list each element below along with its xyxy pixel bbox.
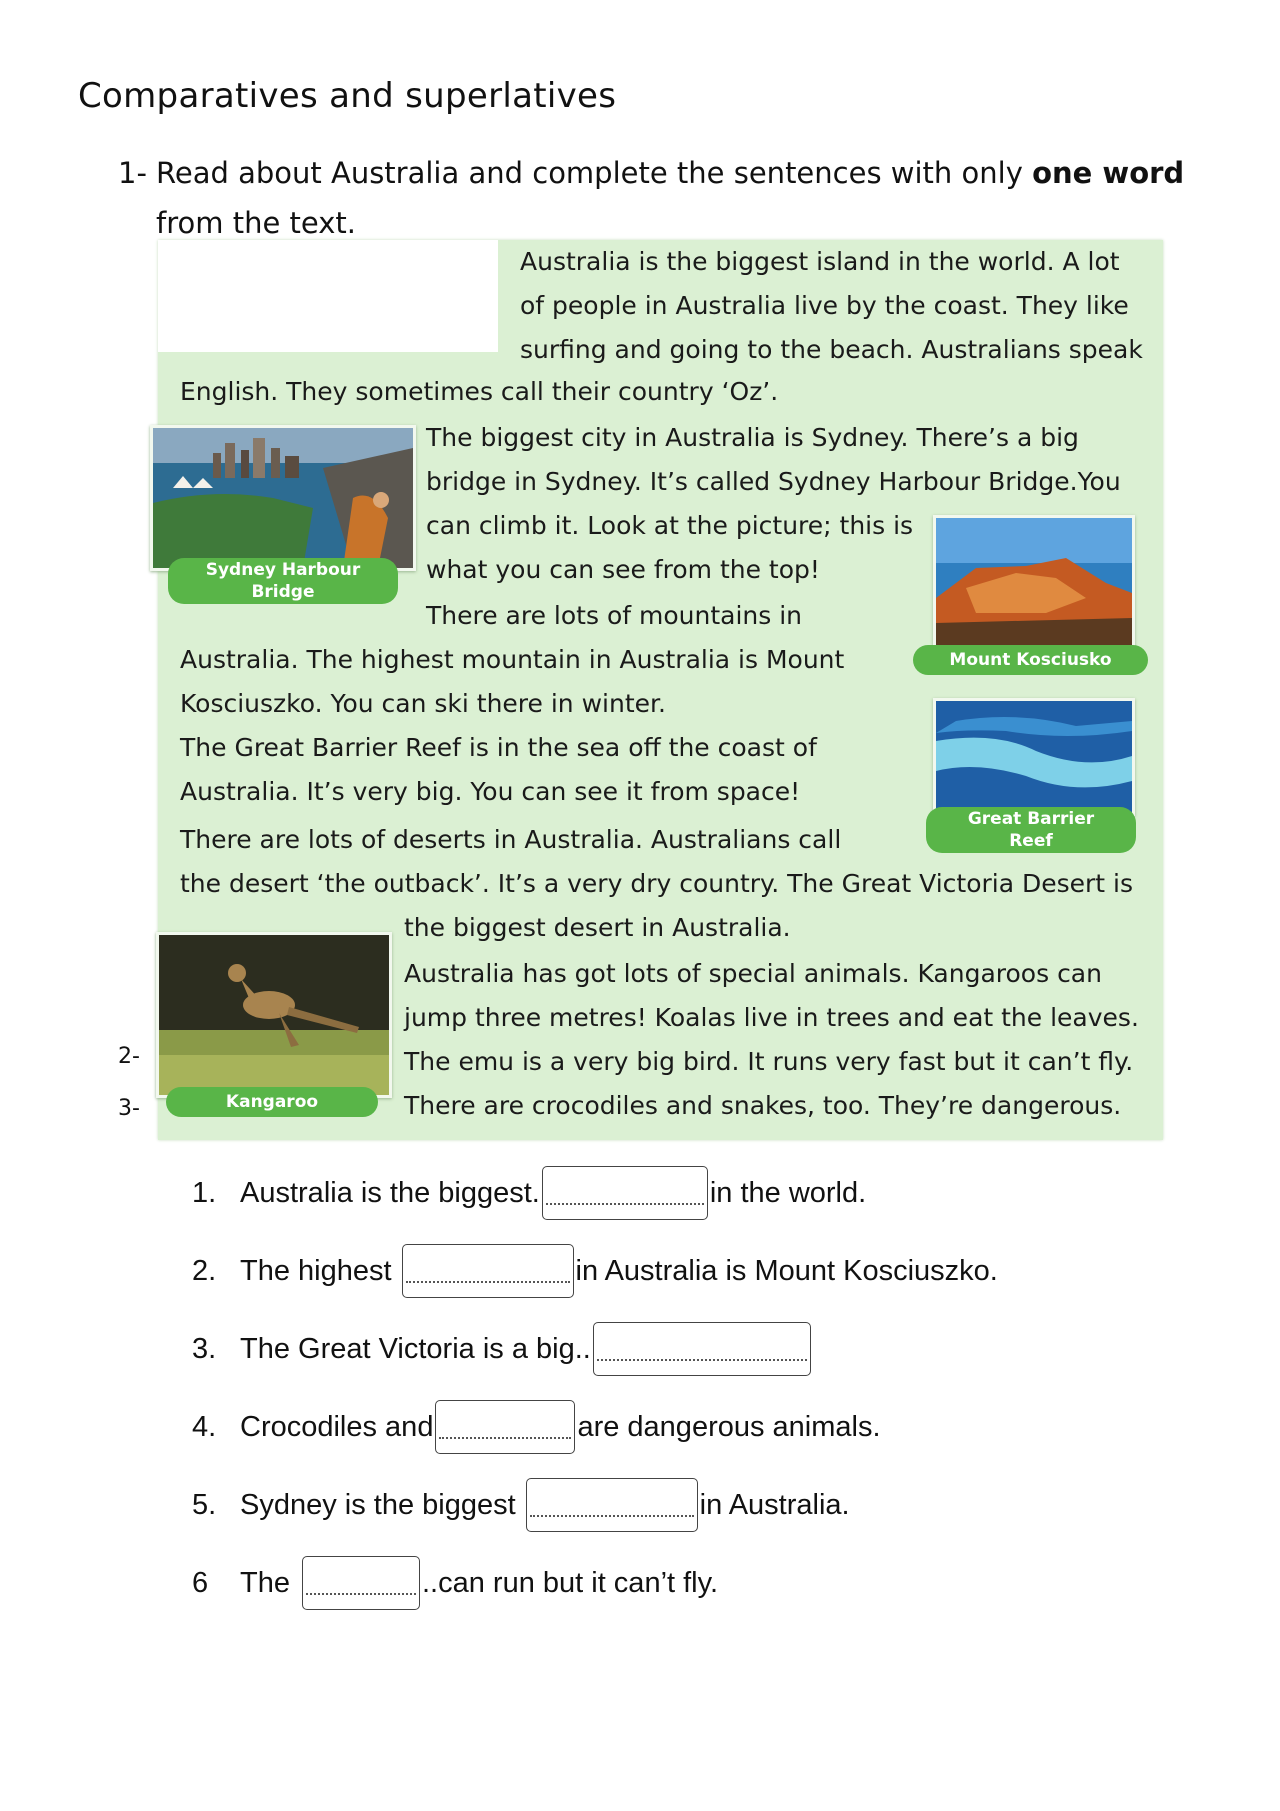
panel-blank-corner xyxy=(158,240,498,352)
para-line: Australia. The highest mountain in Australia is Mount xyxy=(180,645,845,674)
question-text-before: The highest xyxy=(240,1254,392,1287)
para-line: what you can see from the top! xyxy=(426,555,820,584)
para-line: bridge in Sydney. It’s called Sydney Harbour Bridge.You xyxy=(426,467,1121,496)
question-text-after: in the world. xyxy=(709,1176,867,1209)
instruction-number: 1- xyxy=(118,156,147,190)
mountain-image xyxy=(936,518,1132,648)
question-text-after: in Australia is Mount Kosciuszko. xyxy=(575,1254,998,1287)
para-line: There are lots of mountains in xyxy=(426,601,803,630)
para-reef xyxy=(180,726,817,814)
para-line: The biggest city in Australia is Sydney. There’s a big xyxy=(426,423,1079,452)
para-line: surfing and going to the beach. Australians speak xyxy=(520,335,1143,364)
question-number: 1. xyxy=(192,1176,217,1209)
caption-line: Great Barrier xyxy=(967,809,1095,829)
para-animals xyxy=(404,952,1139,1128)
question-number: 2. xyxy=(192,1254,217,1287)
reading-panel xyxy=(158,240,1163,1140)
caption-line: Reef xyxy=(1009,831,1053,851)
para-line: the desert ‘the outback’. It’s a very dry country. The Great Victoria Desert is xyxy=(180,869,1134,898)
question-number: 6 xyxy=(192,1566,209,1599)
para-line: The Great Barrier Reef is in the sea off the coast of xyxy=(180,733,817,762)
question-2 xyxy=(192,1243,998,1299)
instruction-text-end: from the text. xyxy=(156,206,356,240)
answer-box-1[interactable] xyxy=(542,1166,708,1220)
instruction xyxy=(118,148,1208,248)
question-text-after: in Australia. xyxy=(699,1488,850,1521)
reef-image xyxy=(936,701,1132,813)
para-line: The emu is a very big bird. It runs very fast but it can’t fly. xyxy=(404,1047,1134,1076)
para-desert-end xyxy=(404,906,791,950)
para-line: the biggest desert in Australia. xyxy=(404,913,791,942)
side-number: 3- xyxy=(118,1096,140,1121)
para-mountains-start xyxy=(426,594,802,638)
question-1 xyxy=(192,1165,866,1221)
caption-line: Sydney Harbour xyxy=(205,560,361,580)
answer-box-5[interactable] xyxy=(526,1478,698,1532)
kangaroo-image xyxy=(159,935,389,1095)
instruction-bold: one word xyxy=(1032,156,1185,190)
para-line: of people in Australia live by the coast. They like xyxy=(520,291,1129,320)
para-island-end xyxy=(180,370,778,414)
question-number: 4. xyxy=(192,1410,217,1443)
question-text-before: Sydney is the biggest xyxy=(240,1488,516,1521)
question-number: 5. xyxy=(192,1488,217,1521)
para-line: jump three metres! Koalas live in trees and eat the leaves. xyxy=(404,1003,1139,1032)
great-barrier-reef-photo xyxy=(933,698,1135,816)
question-5 xyxy=(192,1477,850,1533)
para-desert xyxy=(180,818,1133,906)
para-line: There are lots of deserts in Australia. Australians call xyxy=(180,825,842,854)
side-number: 2- xyxy=(118,1044,140,1069)
question-text-before: The xyxy=(240,1566,290,1599)
answer-box-3[interactable] xyxy=(593,1322,811,1376)
caption-sydney xyxy=(168,558,398,604)
question-text-before: Crocodiles and xyxy=(240,1410,434,1443)
question-text-before: Australia is the biggest. xyxy=(240,1176,540,1209)
answer-box-6[interactable] xyxy=(302,1556,420,1610)
question-3 xyxy=(192,1321,813,1377)
para-line: Kosciuszko. You can ski there in winter. xyxy=(180,689,666,718)
question-number: 3. xyxy=(192,1332,217,1365)
caption-kangaroo: Kangaroo xyxy=(166,1087,378,1117)
para-mountains xyxy=(180,638,844,726)
para-island-top xyxy=(520,240,1143,372)
para-line: English. They sometimes call their country ‘Oz’. xyxy=(180,377,779,406)
para-line: Australia. It’s very big. You can see it from space! xyxy=(180,777,801,806)
kangaroo-photo xyxy=(156,932,392,1098)
caption-line: Bridge xyxy=(251,582,315,602)
question-text-after: ..can run but it can’t fly. xyxy=(421,1566,719,1599)
sydney-image xyxy=(153,428,413,568)
question-text-after: are dangerous animals. xyxy=(577,1410,881,1443)
answer-box-4[interactable] xyxy=(435,1400,575,1454)
para-line: Australia has got lots of special animals. Kangaroos can xyxy=(404,959,1102,988)
answer-box-2[interactable] xyxy=(402,1244,574,1298)
question-4 xyxy=(192,1399,881,1455)
page-title: Comparatives and superlatives xyxy=(78,76,617,116)
sydney-harbour-photo xyxy=(150,425,416,571)
question-text-before: The Great Victoria is a big.. xyxy=(240,1332,591,1365)
caption-mountain: Mount Kosciusko xyxy=(913,645,1148,675)
question-6 xyxy=(192,1555,718,1611)
instruction-text: Read about Australia and complete the sentences with only xyxy=(156,156,1033,190)
mount-kosciusko-photo xyxy=(933,515,1135,651)
para-line: Australia is the biggest island in the world. A lot xyxy=(520,247,1120,276)
para-line: can climb it. Look at the picture; this is xyxy=(426,511,914,540)
para-line: There are crocodiles and snakes, too. They’re dangerous. xyxy=(404,1091,1122,1120)
